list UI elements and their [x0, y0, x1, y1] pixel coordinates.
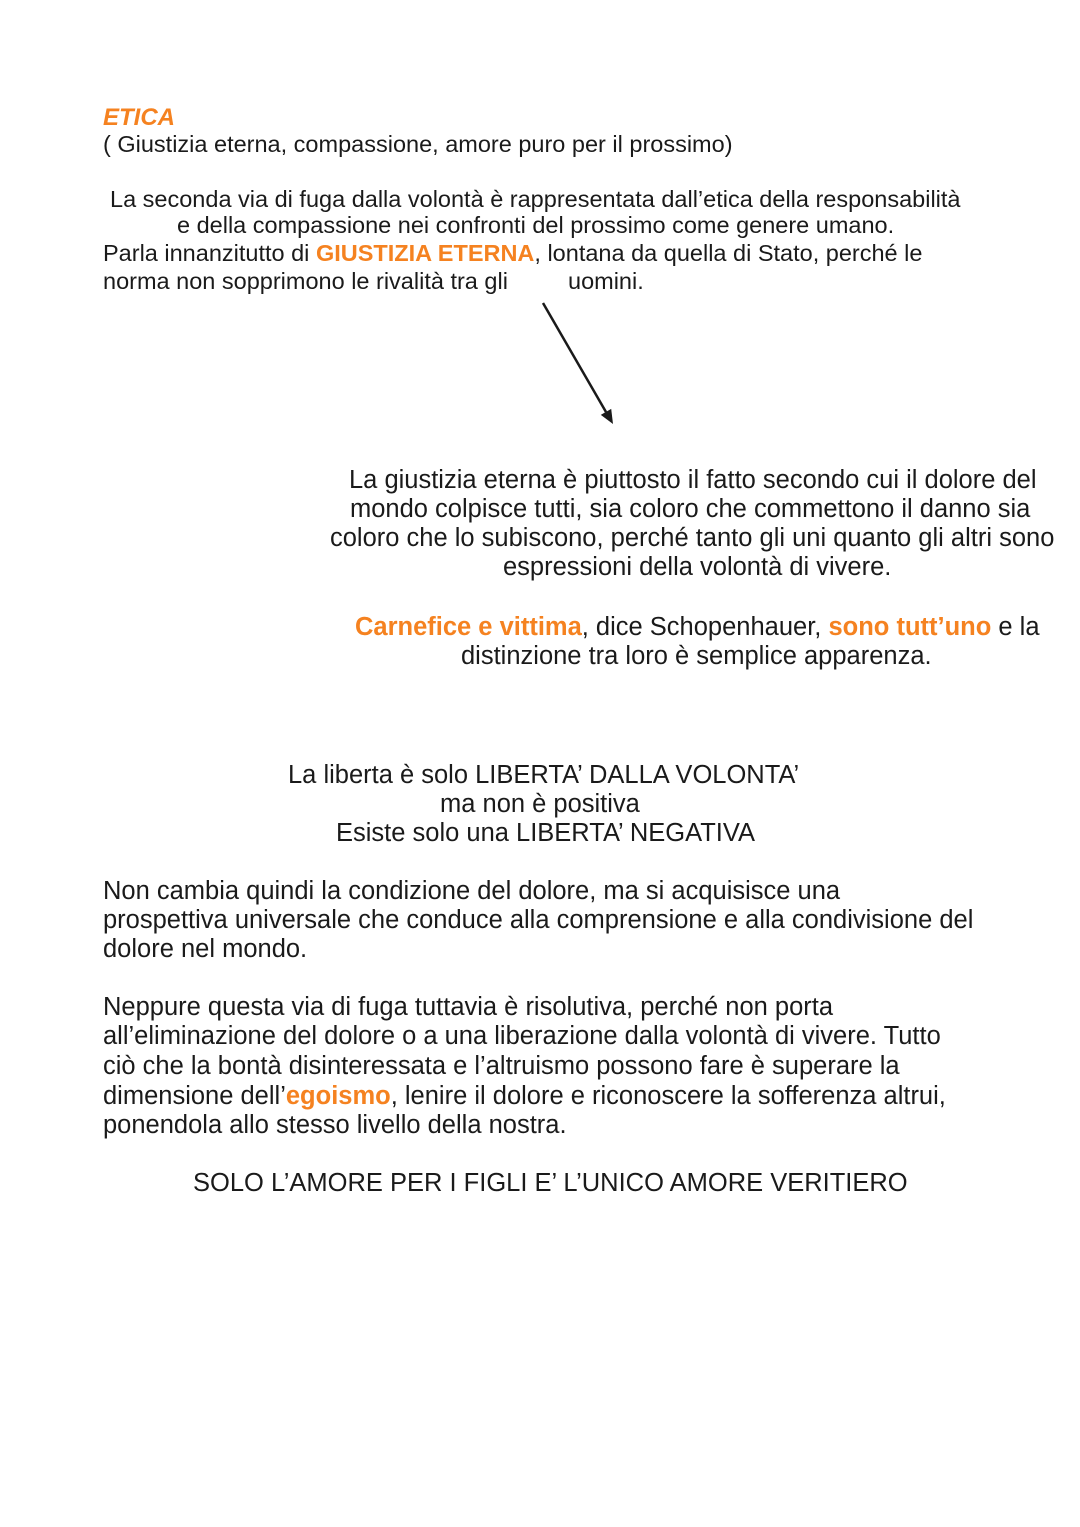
quote-line-1 — [355, 613, 1040, 642]
arrow-line — [543, 303, 606, 412]
conclusion: SOLO L’AMORE PER I FIGLI E’ L’UNICO AMORE VERITIERO — [193, 1169, 908, 1197]
consequence-line-3: dolore nel mondo. — [103, 935, 308, 963]
intro-line-4-left: norma non sopprimono le rivalità tra gli — [103, 268, 508, 294]
quote-line-2: distinzione tra loro è semplice apparenza. — [461, 642, 932, 670]
arrow-head — [601, 409, 613, 424]
intro-line-3 — [103, 240, 922, 267]
limits-line-2: all’eliminazione del dolore o a una liberazione dalla volontà di vivere. Tutto — [103, 1022, 941, 1050]
justice-line-3: coloro che lo subiscono, perché tanto gli uni quanto gli altri sono — [330, 524, 1055, 552]
intro-line-2: e della compassione nei confronti del prossimo come genere umano. — [177, 212, 895, 238]
highlight-giustizia-eterna: GIUSTIZIA ETERNA — [315, 240, 535, 266]
highlight-carnefice-vittima: Carnefice e vittima — [355, 613, 582, 641]
intro-line-3-start: Parla innanzitutto di — [103, 240, 316, 266]
limits-line-1: Neppure questa via di fuga tuttavia è risolutiva, perché non porta — [103, 993, 834, 1021]
limits-line-4 — [103, 1082, 946, 1111]
limits-line-3: ciò che la bontà disinteressata e l’altruismo possono fare è superare la — [103, 1052, 900, 1080]
limits-line-5: ponendola allo stesso livello della nostra. — [103, 1111, 567, 1139]
quote-end: e la — [991, 613, 1040, 641]
justice-line-1: La giustizia eterna è piuttosto il fatto secondo cui il dolore del — [349, 466, 1037, 494]
intro-line-3-end: , lontana da quella di Stato, perché le — [534, 240, 923, 266]
intro-line-1: La seconda via di fuga dalla volontà è rappresentata dall’etica della responsabilità — [110, 186, 961, 212]
quote-middle: , dice Schopenhauer, — [581, 613, 829, 641]
freedom-line-1: La liberta è solo LIBERTA’ DALLA VOLONTA’ — [288, 761, 800, 789]
consequence-line-2: prospettiva universale che conduce alla comprensione e alla condivisione del — [103, 906, 974, 934]
section-title: ETICA — [103, 104, 175, 131]
justice-line-2: mondo colpisce tutti, sia coloro che commettono il danno sia — [350, 495, 1031, 523]
limits-line-4-start: dimensione dell’ — [103, 1082, 286, 1110]
freedom-line-3: Esiste solo una LIBERTA’ NEGATIVA — [336, 819, 756, 847]
freedom-line-2: ma non è positiva — [440, 790, 640, 818]
consequence-line-1: Non cambia quindi la condizione del dolore, ma si acquisisce una — [103, 877, 841, 905]
section-subtitle: ( Giustizia eterna, compassione, amore puro per il prossimo) — [103, 131, 733, 157]
justice-line-4: espressioni della volontà di vivere. — [503, 553, 892, 581]
highlight-tutt-uno: sono tutt’uno — [828, 613, 992, 641]
intro-line-4-right: uomini. — [568, 268, 644, 294]
highlight-egoismo: egoismo — [285, 1082, 391, 1110]
limits-line-4-end: , lenire il dolore e riconoscere la sofferenza altrui, — [390, 1082, 946, 1110]
